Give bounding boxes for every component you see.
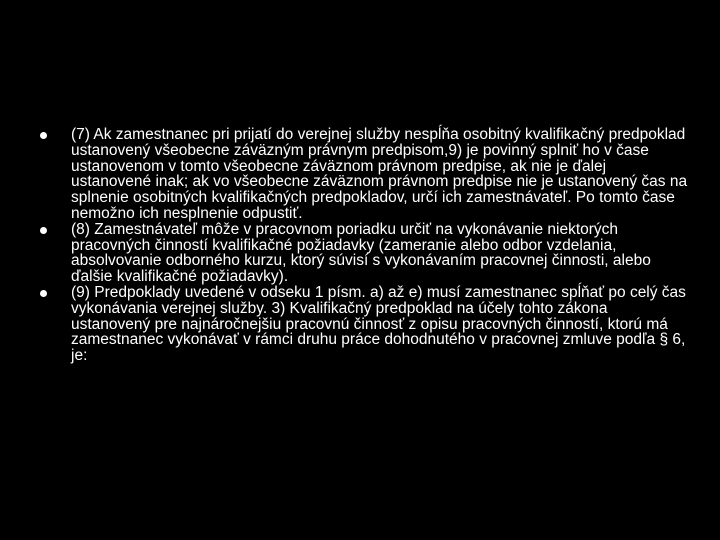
- paragraph-8-text: (8) Zamestnávateľ môže v pracovnom poriadku určiť na vykonávanie niektorých pracovných činností kvalifikačné požiadavky (zameranie alebo odbor vzdelania, absolvovanie odborného kurzu, ktorý súvisí s vykonávaním pracovnej činnosti, alebo ďalšie kvalifikačné požiadavky).: [71, 220, 651, 286]
- list-item: [40, 222, 690, 285]
- list-item: [40, 127, 690, 222]
- paragraph-9-text: (9) Predpoklady uvedené v odseku 1 písm. a) až e) musí zamestnanec spĺňať po celý čas vykonávania verejnej služby. 3) Kvalifikačný predpoklad na účely tohto zákona ustanovený pre najnáročnejšiu pracovnú činnosť z opisu pracovných činností, ktorú má zamestnanec vykonávať v rámci druhu práce dohodnutého v pracovnej zmluve podľa § 6, je:: [71, 283, 686, 365]
- list-item: [40, 285, 690, 364]
- bullet-dot-icon: [40, 290, 47, 297]
- bullet-dot-icon: [40, 227, 47, 234]
- bullet-dot-icon: [40, 132, 47, 139]
- bullet-list: [40, 127, 690, 364]
- paragraph-7-text: (7) Ak zamestnanec pri prijatí do verejnej služby nespĺňa osobitný kvalifikačný predpoklad ustanovený všeobecne záväzným právnym predpisom,9) je povinný splniť ho v čase ustanovenom v tomto všeobecne záväznom právnom predpise, ak nie je ďalej ustanovené inak; ak vo všeobecne záväznom právnom predpise nie je ustanovený čas na splnenie osobitných kvalifikačných predpokladov, určí ich zamestnávateľ. Po tomto čase nemožno ich nesplnenie odpustiť.: [71, 126, 688, 222]
